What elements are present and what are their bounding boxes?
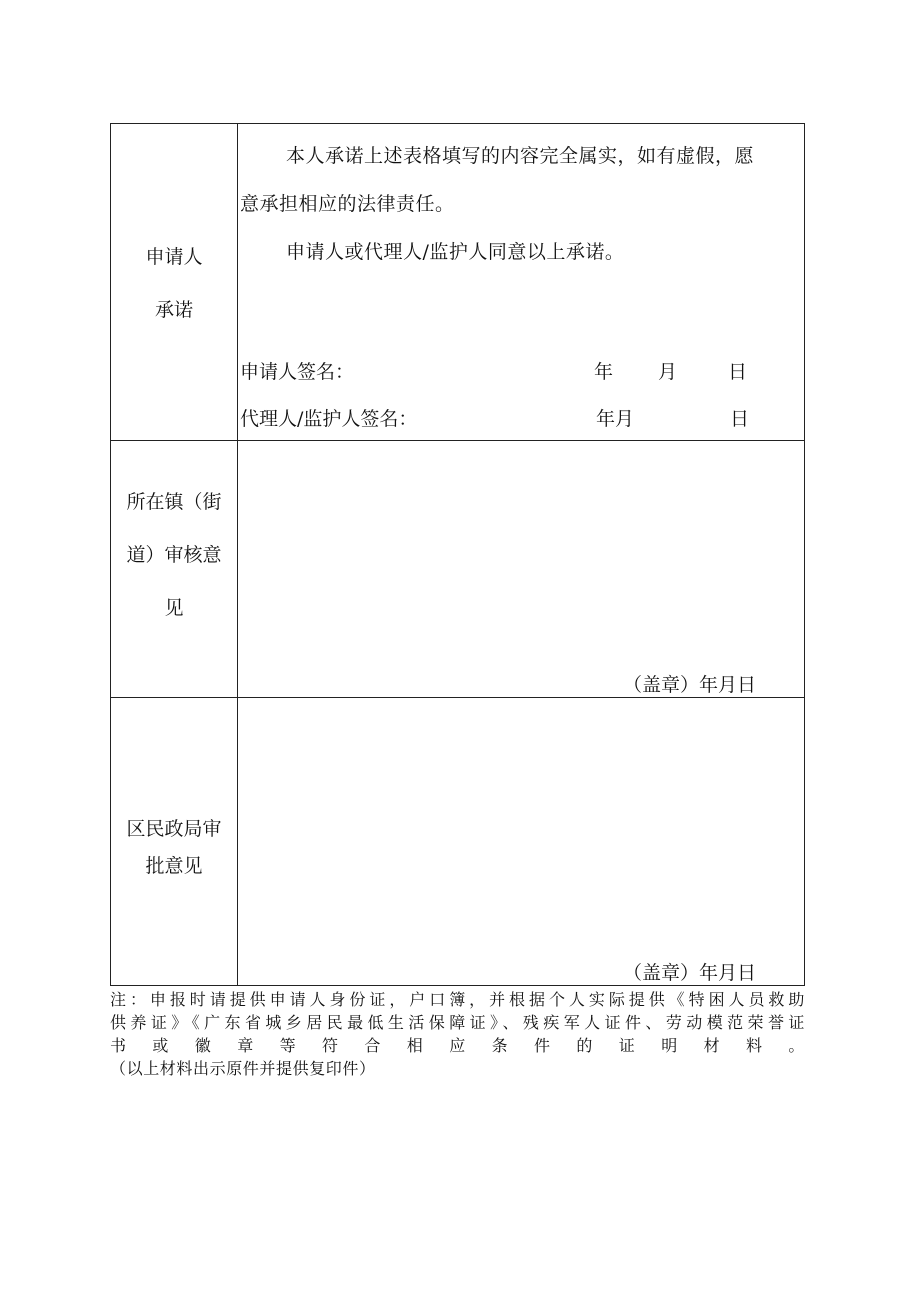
footnote [110,988,805,1080]
bureau-approval-content-cell [238,698,805,986]
commitment-label-cell [111,124,238,441]
town-review-label-line2: 道）审核意 [126,544,222,566]
commitment-statement-line2: 意承担相应的法律责任。 [240,193,455,215]
footnote-line3: 书或徽章等符合相应条件的证明材料。 [110,1036,805,1055]
bureau-approval-label-line2: 批意见 [145,855,203,877]
commitment-row [111,124,805,441]
footnote-line1: 注：申报时请提供申请人身份证，户口簿，并根据个人实际提供《特困人员救助 [110,990,805,1009]
town-review-label-line3: 见 [164,597,184,619]
town-review-row [111,441,805,698]
commitment-statement-line1: 本人承诺上述表格填写的内容完全属实，如有虚假，愿 [286,145,755,167]
commitment-statement [238,124,804,276]
commitment-content-cell [238,124,805,441]
commitment-label-line2: 承诺 [154,299,193,321]
agent-date-year-month: 年月 [596,408,635,430]
application-form-table [110,123,805,986]
agent-signature-label: 代理人/监护人签名： [240,408,418,430]
applicant-date-year: 年 [594,361,614,383]
agent-date-day: 日 [730,408,750,430]
applicant-date-day: 日 [728,361,748,383]
town-review-label [111,441,237,635]
consent-text: 申请人或代理人/监护人同意以上承诺。 [286,241,625,263]
bureau-approval-label-cell [111,698,238,986]
commitment-label [111,124,237,337]
town-review-label-line1: 所在镇（街 [126,491,222,513]
bureau-approval-label [111,698,237,885]
town-review-label-cell [111,441,238,698]
footnote-line4: （以上材料出示原件并提供复印件） [110,1059,376,1078]
footnote-line2: 供养证》《广东省城乡居民最低生活保障证》、残疾军人证件、劳动模范荣誉证 [110,1013,805,1032]
town-review-seal-date: （盖章）年月日 [622,674,756,696]
bureau-approval-row [111,698,805,986]
applicant-date-month: 月 [658,361,678,383]
commitment-label-line1: 申请人 [145,246,203,268]
applicant-signature-label: 申请人签名： [240,361,355,383]
town-review-content-cell [238,441,805,698]
bureau-approval-label-line1: 区民政局审 [126,818,222,840]
bureau-approval-seal-date: （盖章）年月日 [622,962,756,984]
